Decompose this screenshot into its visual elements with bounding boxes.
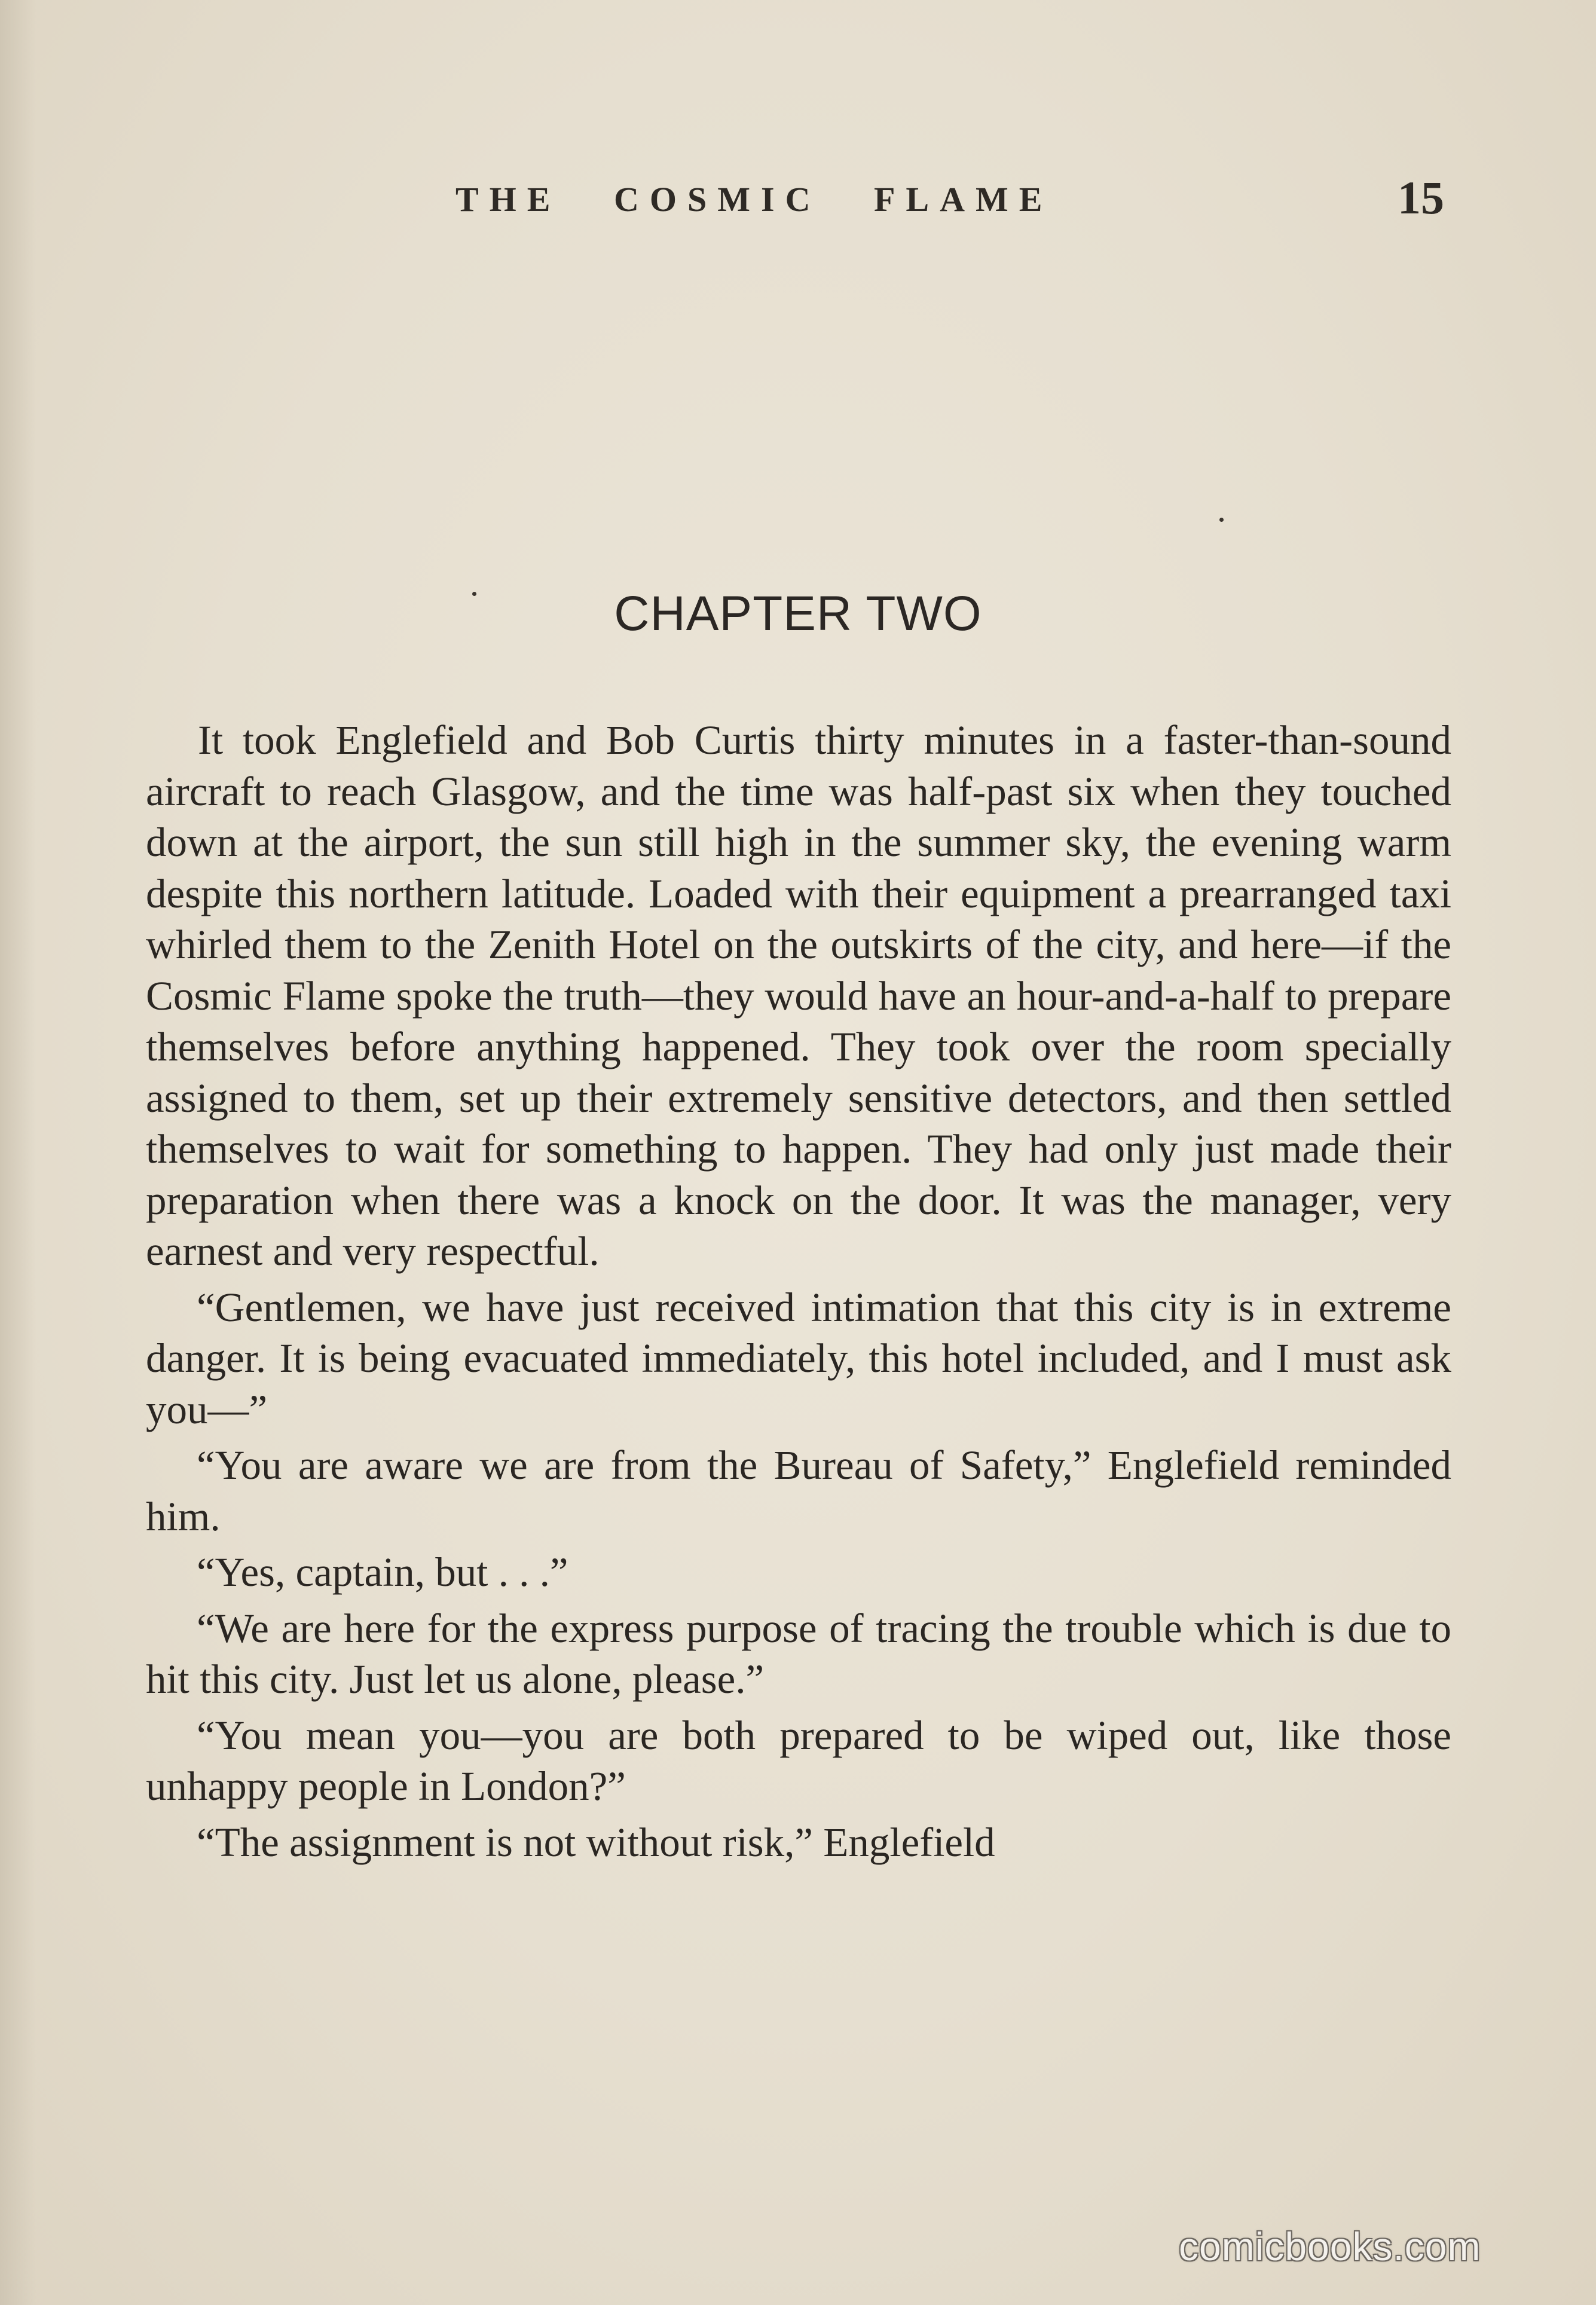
page-gutter-shadow xyxy=(0,0,36,2305)
page-number: 15 xyxy=(1398,172,1444,224)
running-head-word: FLAME xyxy=(873,180,1053,219)
paragraph: “You mean you—you are both prepared to be wiped out, like those unhappy people in London?” xyxy=(146,1712,1451,1809)
paragraph: “You are aware we are from the Bureau of Safety,” Englefield reminded him. xyxy=(146,1442,1451,1539)
print-speck xyxy=(1219,518,1224,522)
running-head xyxy=(455,179,1053,219)
paragraph: “Gentlemen, we have just received intimation that this city is in extreme danger. It is being evacuated immediately, this hotel included, and I must ask you—” xyxy=(146,1284,1451,1432)
paragraph: “The assignment is not without risk,” Englefield xyxy=(197,1819,995,1865)
chapter-heading: CHAPTER TWO xyxy=(614,586,982,641)
chapter-body xyxy=(146,715,1451,1868)
running-head-word: COSMIC xyxy=(614,180,821,219)
running-head-word: THE xyxy=(455,180,561,219)
paragraph: “Yes, captain, but . . .” xyxy=(197,1549,568,1595)
watermark-logo: comicbooks.com xyxy=(1179,2224,1481,2269)
paragraph: It took Englefield and Bob Curtis thirty minutes in a faster-than-sound aircraft to reach Glasgow, and the time was half-past six when they touched down at the airport, the sun still high in the summer sky, the evening warm despite this northern latitude. Loaded with their equipment a prearranged taxi whirled them to the Zenith Hotel on the outskirts of the city, and here—if the Cosmic Flame spoke the truth—they would have an hour-and-a-half to prepare themselves before anything happened. They took over the room specially assigned to them, set up their extremely sensitive detectors, and then settled themselves to wait for something to happen. They had only just made their preparation when there was a knock on the door. It was the manager, very earnest and very respectful. xyxy=(146,717,1451,1274)
paragraph: “We are here for the express purpose of tracing the trouble which is due to hit this city. Just let us alone, please.” xyxy=(146,1605,1451,1702)
